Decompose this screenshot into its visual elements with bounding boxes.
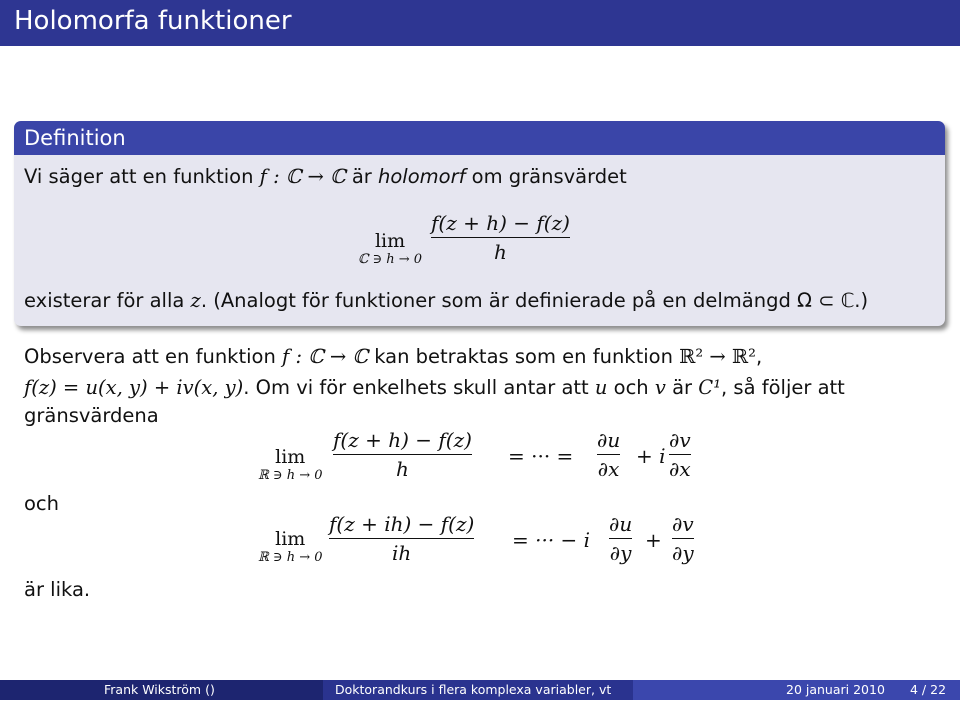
- eq1-dx: ∂x: [597, 457, 620, 482]
- body-och: och: [24, 492, 60, 515]
- slide-title: Holomorfa funktioner: [14, 6, 292, 36]
- def-fraction-bar: [431, 237, 570, 238]
- body-line-3: [24, 404, 159, 427]
- footer-date-section: [633, 680, 960, 700]
- eq2-du: ∂u: [609, 512, 633, 536]
- def-lim-subscript: ℂ ∋ h → 0: [358, 252, 423, 267]
- eq1-lim-word: lim: [275, 446, 306, 468]
- eq1-dv: ∂v: [669, 428, 691, 452]
- eq1-partial-u: [597, 428, 620, 481]
- eq1-middle: = ··· =: [508, 444, 574, 468]
- def-text-prefix: Vi säger att en funktion: [24, 165, 260, 188]
- eq2-lim-subscript: ℝ ∋ h → 0: [258, 550, 323, 565]
- body-final: är lika.: [24, 578, 91, 601]
- def-var-z: z: [190, 289, 201, 312]
- slide-header: [0, 0, 960, 46]
- eq1-quotient: [333, 428, 472, 481]
- def-numerator: f(z + h) − f(z): [431, 211, 570, 235]
- eq2-numerator: f(z + ih) − f(z): [329, 512, 475, 536]
- eq2-plus: +: [645, 528, 662, 552]
- definition-header: [14, 121, 945, 155]
- eq1-plus-i: + i: [636, 444, 666, 468]
- eq1-limit-operator: [258, 446, 323, 483]
- eq2-du-bar: [609, 538, 632, 539]
- body-var-u: u: [594, 376, 608, 399]
- eq2-middle: = ··· − i: [512, 528, 591, 552]
- eq2-dv: ∂v: [672, 512, 694, 536]
- def-map-formula: f : ℂ → ℂ: [259, 165, 346, 188]
- footer-date: 20 januari 2010: [786, 682, 885, 697]
- eq1-dv-bar: [669, 454, 691, 455]
- body-text-5: , så följer att: [721, 376, 845, 399]
- eq2-denominator: ih: [392, 541, 412, 566]
- eq1-dx-2: ∂x: [669, 457, 691, 482]
- body-map-1: f : ℂ → ℂ: [282, 345, 368, 368]
- definition-line-1: [24, 165, 627, 188]
- def-limit-operator: [358, 230, 422, 267]
- eq2-lim-word: lim: [275, 528, 306, 550]
- body-text-ar: är: [665, 376, 699, 399]
- def-line3-suffix: . (Analogt för funktioner som är definierade på en delmängd Ω ⊂ ℂ.): [200, 289, 869, 312]
- slide-footer: [0, 680, 960, 712]
- eq2-fraction-bar: [329, 538, 474, 539]
- body-text-6: gränsvärdena: [24, 404, 159, 427]
- body-var-v: v: [654, 376, 666, 399]
- eq1-fraction-bar: [333, 454, 472, 455]
- def-term-holomorf: holomorf: [378, 165, 466, 188]
- footer-course: Doktorandkurs i flera komplexa variabler, vt 2010: [335, 682, 612, 712]
- def-line3-prefix: existerar för alla: [24, 289, 191, 312]
- eq1-numerator: f(z + h) − f(z): [333, 428, 472, 452]
- definition-block: [14, 121, 945, 326]
- footer-author: Frank Wikström (): [104, 682, 215, 697]
- eq1-du-bar: [597, 454, 620, 455]
- body-line-2: [24, 376, 845, 399]
- def-lim-word: lim: [374, 230, 406, 252]
- eq1-lim-subscript: ℝ ∋ h → 0: [258, 468, 323, 483]
- definition-title: Definition: [24, 126, 126, 150]
- eq2-dy: ∂y: [609, 541, 632, 566]
- def-denominator: h: [494, 240, 507, 265]
- body-text-4: . Om vi för enkelhets skull antar att: [243, 376, 595, 399]
- body-text-1: Observera att en funktion: [24, 345, 283, 368]
- body-line-1: [24, 345, 762, 368]
- eq2-partial-u: [609, 512, 632, 565]
- def-text-suffix: om gränsvärdet: [465, 165, 627, 188]
- eq2-quotient: [329, 512, 474, 565]
- eq2-dv-bar: [672, 538, 694, 539]
- definition-line-3: [24, 289, 868, 312]
- eq2-limit-operator: [258, 528, 323, 565]
- def-difference-quotient: [431, 211, 570, 264]
- footer-course-section: [323, 680, 633, 712]
- body-text-2: kan betraktas som en funktion: [368, 345, 680, 368]
- eq2-partial-v: [672, 512, 694, 565]
- body-map-2: ℝ² → ℝ²: [679, 345, 756, 368]
- eq1-du: ∂u: [597, 428, 621, 452]
- eq1-partial-v: [669, 428, 691, 481]
- body-c1: C¹: [698, 376, 722, 399]
- body-text-3: ,: [755, 345, 763, 368]
- body-text-och: och: [607, 376, 655, 399]
- eq1-denominator: h: [396, 457, 409, 482]
- footer-page-number: 4 / 22: [910, 682, 947, 697]
- eq2-dy-2: ∂y: [672, 541, 694, 566]
- body-equation-fz: f(z) = u(x, y) + iv(x, y): [24, 376, 244, 399]
- def-text-mid: är: [345, 165, 378, 188]
- footer-author-section: [0, 680, 323, 700]
